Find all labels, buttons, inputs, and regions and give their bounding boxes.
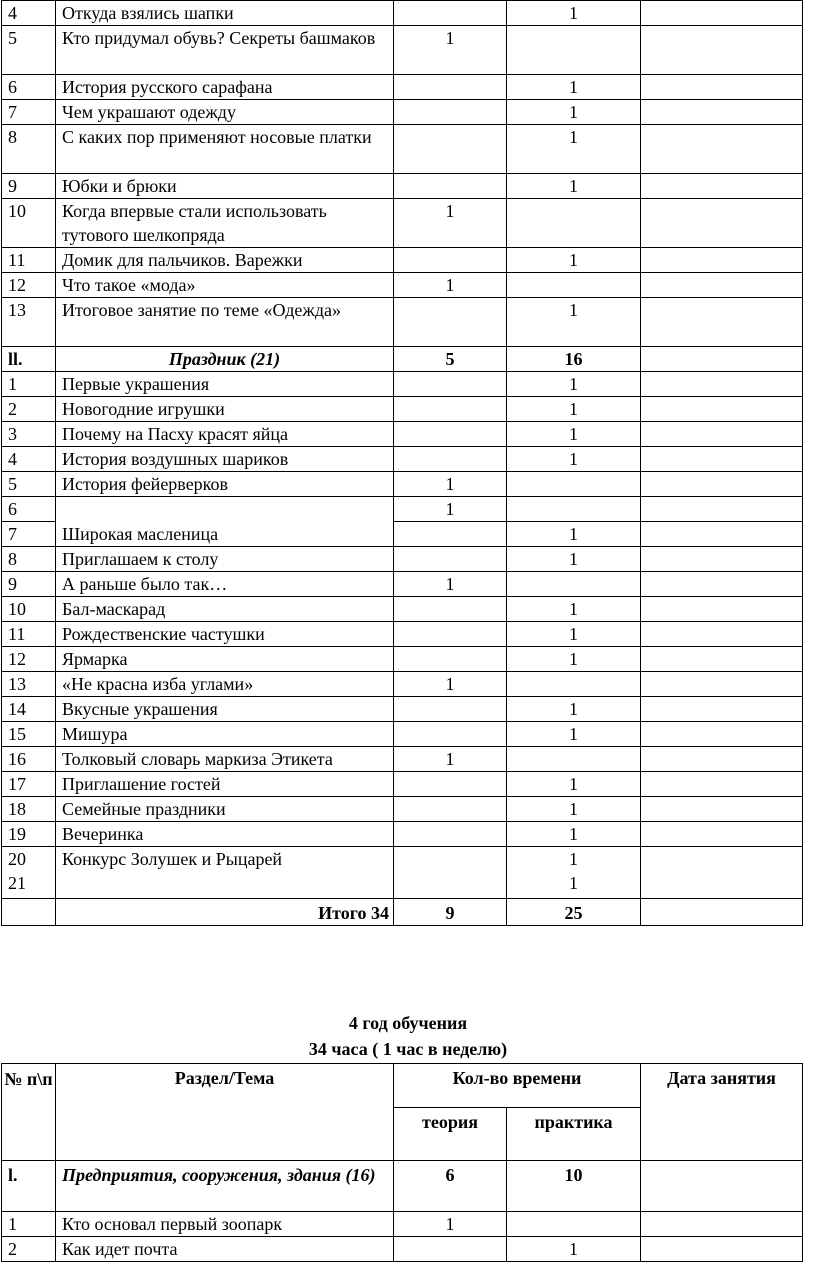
row-theory [394, 797, 507, 822]
row-theory [394, 248, 507, 273]
plan-table-year3 [1, 0, 803, 926]
row-practice [507, 747, 641, 772]
row-practice [507, 1212, 641, 1237]
table-row [2, 622, 803, 647]
row-practice: 1 [507, 647, 641, 672]
row-date [641, 26, 803, 75]
row-theory: 1 [394, 472, 507, 497]
table-row [2, 273, 803, 298]
row-date [641, 597, 803, 622]
section-theory: 6 [394, 1161, 507, 1212]
table-row [2, 397, 803, 422]
row-num: 1 [2, 372, 56, 397]
row-topic: А раньше было так… [56, 572, 394, 597]
row-theory [394, 547, 507, 572]
row-practice: 1 [507, 422, 641, 447]
header-num: № п\п [2, 1064, 56, 1161]
row-num: 4 [2, 447, 56, 472]
row-topic: Ярмарка [56, 647, 394, 672]
row-num: 1 [2, 1212, 56, 1237]
table-row [2, 647, 803, 672]
row-num: 7 [2, 522, 56, 547]
table-row [2, 547, 803, 572]
total-row [2, 899, 803, 926]
row-practice [507, 273, 641, 298]
row-theory [394, 772, 507, 797]
table-row [2, 597, 803, 622]
table-row [2, 797, 803, 822]
row-num: 9 [2, 174, 56, 199]
row-practice: 1 [507, 125, 641, 174]
row-practice: 1 [507, 372, 641, 397]
row-topic: Как идет почта [56, 1237, 394, 1262]
row-topic: Итоговое занятие по теме «Одежда» [56, 298, 394, 347]
table-row [2, 248, 803, 273]
row-theory [394, 722, 507, 747]
row-num: 14 [2, 697, 56, 722]
table-row [2, 772, 803, 797]
section-title: Предприятия, сооружения, здания (16) [56, 1161, 394, 1212]
table-row [2, 372, 803, 397]
row-theory: 1 [394, 672, 507, 697]
table-row [2, 174, 803, 199]
row-num: 9 [2, 572, 56, 597]
row-date [641, 447, 803, 472]
total-practice: 25 [507, 899, 641, 926]
table-row [2, 672, 803, 697]
row-topic: Мишура [56, 722, 394, 747]
row-date [641, 622, 803, 647]
row-theory [394, 372, 507, 397]
row-date [641, 472, 803, 497]
row-date [641, 397, 803, 422]
row-num: 8 [2, 125, 56, 174]
row-topic: Толковый словарь маркиза Этикета [56, 747, 394, 772]
table-row [2, 572, 803, 597]
row-date [641, 100, 803, 125]
row-num: 7 [2, 100, 56, 125]
row-theory: 5 [394, 347, 507, 372]
row-date [641, 273, 803, 298]
row-practice: 1 [507, 797, 641, 822]
row-num: 20 21 [2, 847, 56, 899]
row-topic: История русского сарафана [56, 75, 394, 100]
row-theory [394, 822, 507, 847]
row-topic: Что такое «мода» [56, 273, 394, 298]
row-practice: 1 1 [507, 847, 641, 899]
row-theory [394, 622, 507, 647]
row-date [641, 372, 803, 397]
row-practice: 1 [507, 1, 641, 26]
row-date [641, 248, 803, 273]
row-practice: 16 [507, 347, 641, 372]
row-num: 17 [2, 772, 56, 797]
row-date [641, 847, 803, 899]
row-num: 15 [2, 722, 56, 747]
row-theory [394, 1, 507, 26]
row-topic [56, 497, 394, 522]
row-num: 13 [2, 298, 56, 347]
row-theory [394, 847, 507, 899]
total-theory: 9 [394, 899, 507, 926]
row-practice: 1 [507, 772, 641, 797]
row-date [641, 647, 803, 672]
row-topic: Кто основал первый зоопарк [56, 1212, 394, 1237]
row-theory: 1 [394, 199, 507, 248]
row-topic: Почему на Пасху красят яйца [56, 422, 394, 447]
row-date [641, 772, 803, 797]
row-topic: Бал-маскарад [56, 597, 394, 622]
header-date: Дата занятия [641, 1064, 803, 1161]
row-theory: 1 [394, 747, 507, 772]
row-theory [394, 125, 507, 174]
row-theory: 1 [394, 1212, 507, 1237]
row-date [641, 1237, 803, 1262]
row-topic: Домик для пальчиков. Варежки [56, 248, 394, 273]
row-num: 5 [2, 26, 56, 75]
row-topic: Широкая масленица [56, 522, 394, 547]
table-row [2, 747, 803, 772]
row-practice [507, 472, 641, 497]
row-practice [507, 672, 641, 697]
row-theory: 1 [394, 273, 507, 298]
table-row [2, 847, 803, 899]
row-num: 4 [2, 1, 56, 26]
row-num: 8 [2, 547, 56, 572]
plan-table-year4 [1, 1063, 803, 1262]
table-row [2, 722, 803, 747]
row-num: 3 [2, 422, 56, 447]
row-date [641, 174, 803, 199]
row-topic: Откуда взялись шапки [56, 1, 394, 26]
row-theory [394, 75, 507, 100]
row-topic: Первые украшения [56, 372, 394, 397]
table-row [2, 1212, 803, 1237]
row-topic: Кто придумал обувь? Секреты башмаков [56, 26, 394, 75]
row-num: 16 [2, 747, 56, 772]
row-topic: Вкусные украшения [56, 697, 394, 722]
row-date [641, 199, 803, 248]
row-date [641, 125, 803, 174]
row-practice [507, 199, 641, 248]
row-num: 2 [2, 1237, 56, 1262]
row-date [641, 697, 803, 722]
row-num: 18 [2, 797, 56, 822]
row-topic: С каких пор применяют носовые платки [56, 125, 394, 174]
row-date [641, 75, 803, 100]
row-practice: 1 [507, 447, 641, 472]
header-topic: Раздел/Тема [56, 1064, 394, 1161]
row-topic: История воздушных шариков [56, 447, 394, 472]
row-practice: 1 [507, 1237, 641, 1262]
row-date [641, 1212, 803, 1237]
row-theory [394, 647, 507, 672]
row-theory [394, 174, 507, 199]
row-topic: Приглашение гостей [56, 772, 394, 797]
row-topic: Когда впервые стали использовать тутового шелкопряда [56, 199, 394, 248]
row-date [641, 672, 803, 697]
row-topic: Праздник (21) [56, 347, 394, 372]
row-topic: История фейерверков [56, 472, 394, 497]
table-row [2, 1, 803, 26]
row-date [641, 497, 803, 522]
row-date [641, 747, 803, 772]
row-theory [394, 597, 507, 622]
section-row [2, 1161, 803, 1212]
table-row [2, 1237, 803, 1262]
row-num: ll. [2, 347, 56, 372]
row-topic: Чем украшают одежду [56, 100, 394, 125]
section-row [2, 347, 803, 372]
row-practice: 1 [507, 248, 641, 273]
row-topic: «Не красна изба углами» [56, 672, 394, 697]
row-num: 11 [2, 248, 56, 273]
table-row [2, 697, 803, 722]
row-practice: 1 [507, 547, 641, 572]
table-row [2, 522, 803, 547]
row-date [641, 422, 803, 447]
row-date [641, 822, 803, 847]
row-practice: 1 [507, 397, 641, 422]
table-row [2, 472, 803, 497]
total-label: Итого 34 [56, 899, 394, 926]
table-row [2, 422, 803, 447]
row-topic: Семейные праздники [56, 797, 394, 822]
row-practice: 1 [507, 75, 641, 100]
header-time: Кол-во времени [394, 1064, 641, 1108]
row-practice: 1 [507, 298, 641, 347]
table-row [2, 497, 803, 522]
row-topic: Рождественские частушки [56, 622, 394, 647]
row-theory: 1 [394, 26, 507, 75]
row-num: 13 [2, 672, 56, 697]
table-row [2, 125, 803, 174]
row-num: 11 [2, 622, 56, 647]
year-heading: 4 год обучения [348, 1013, 468, 1033]
section-num: l. [2, 1161, 56, 1212]
row-theory: 1 [394, 497, 507, 522]
header-theory: теория [394, 1108, 507, 1161]
row-practice [507, 572, 641, 597]
table-row [2, 75, 803, 100]
row-num: 5 [2, 472, 56, 497]
table-row [2, 822, 803, 847]
row-practice: 1 [507, 722, 641, 747]
section-date [641, 1161, 803, 1212]
table-row [2, 100, 803, 125]
row-num: 2 [2, 397, 56, 422]
row-practice: 1 [507, 597, 641, 622]
row-theory [394, 697, 507, 722]
section-practice: 10 [507, 1161, 641, 1212]
row-num: 6 [2, 75, 56, 100]
row-practice: 1 [507, 174, 641, 199]
row-theory [394, 1237, 507, 1262]
row-num: 6 [2, 497, 56, 522]
row-practice: 1 [507, 522, 641, 547]
table-row [2, 26, 803, 75]
row-theory [394, 422, 507, 447]
row-date [641, 347, 803, 372]
row-date [641, 298, 803, 347]
table-row [2, 447, 803, 472]
row-num: 19 [2, 822, 56, 847]
row-theory [394, 100, 507, 125]
hours-subheading: 34 часа ( 1 час в неделю) [308, 1039, 508, 1059]
row-practice: 1 [507, 697, 641, 722]
table-row [2, 199, 803, 248]
row-num: 10 [2, 597, 56, 622]
row-topic: Новогодние игрушки [56, 397, 394, 422]
row-practice: 1 [507, 622, 641, 647]
row-practice [507, 26, 641, 75]
row-num: 10 [2, 199, 56, 248]
total-date [641, 899, 803, 926]
row-practice [507, 497, 641, 522]
row-theory: 1 [394, 572, 507, 597]
row-practice: 1 [507, 822, 641, 847]
row-date [641, 547, 803, 572]
row-theory [394, 397, 507, 422]
row-theory [394, 447, 507, 472]
row-num: 12 [2, 273, 56, 298]
row-topic: Конкурс Золушек и Рыцарей [56, 847, 394, 899]
row-date [641, 522, 803, 547]
row-date [641, 797, 803, 822]
total-num [2, 899, 56, 926]
row-topic: Вечеринка [56, 822, 394, 847]
header-practice: практика [507, 1108, 641, 1161]
row-practice: 1 [507, 100, 641, 125]
row-theory [394, 522, 507, 547]
row-topic: Юбки и брюки [56, 174, 394, 199]
header-row [2, 1064, 803, 1108]
row-theory [394, 298, 507, 347]
row-num: 12 [2, 647, 56, 672]
table-row [2, 298, 803, 347]
row-date [641, 722, 803, 747]
row-date [641, 1, 803, 26]
row-date [641, 572, 803, 597]
row-topic: Приглашаем к столу [56, 547, 394, 572]
